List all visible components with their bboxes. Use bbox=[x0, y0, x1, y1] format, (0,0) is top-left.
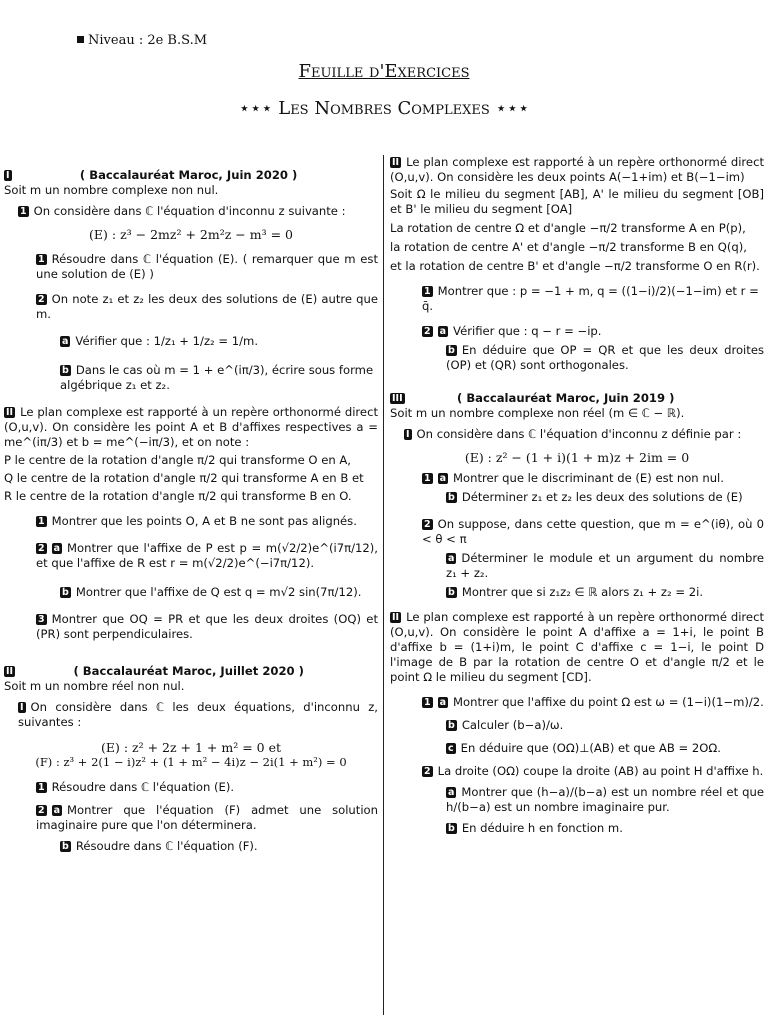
question: 1 Résoudre dans ℂ l'équation (E). ( remarquer que m est une solution de (E) ) bbox=[36, 252, 378, 281]
sub-question: b Montrer que l'affixe de Q est q = m√2 sin(7π/12). bbox=[62, 585, 362, 599]
question: 1 a Montrer que l'affixe du point Ω est ω = (1−i)(1−m)/2. bbox=[424, 695, 764, 709]
exercise-1-header bbox=[4, 168, 378, 183]
equation-E: (E) : z² − (1 + i)(1 + m)z + 2im = 0 bbox=[464, 450, 690, 465]
question: 2 On suppose, dans cette question, que m = e^(iθ), où 0 < θ < π bbox=[422, 517, 764, 546]
exercise-badge: II bbox=[6, 666, 14, 677]
exercise-intro: Soit m un nombre réel non nul. bbox=[4, 679, 185, 693]
sub-question: a Vérifier que : 1/z₁ + 1/z₂ = 1/m. bbox=[62, 334, 259, 348]
question: 2 a Montrer que l'affixe de P est p = m(√2/2)e^(i7π/12), et que l'affixe de R est r = m(√2/2)e^(−i7π/12). bbox=[36, 541, 378, 570]
question: 2 La droite (OΩ) coupe la droite (AB) au point H d'affixe h. bbox=[424, 764, 764, 778]
part-II-statement: II Le plan complexe est rapporté à un repère orthonormé direct (O,u,v). On considère les deux points A(−1+im) et B(−1−im) bbox=[390, 155, 764, 184]
exercise-intro: Soit m un nombre complexe non réel (m ∈ ℂ − ℝ). bbox=[390, 406, 685, 420]
part-heading: I On considère dans ℂ l'équation d'inconnu z définie par : bbox=[406, 427, 742, 441]
exercise-2-header bbox=[4, 664, 378, 679]
statement-line: R le centre de la rotation d'angle π/2 qui transforme B en O. bbox=[4, 489, 352, 503]
question: 2 a Montrer que l'équation (F) admet une solution imaginaire pure que l'on déterminera. bbox=[36, 803, 378, 832]
question: 1 Montrer que : p = −1 + m, q = ((1−i)/2)(−1−im) et r = q̄. bbox=[422, 284, 759, 313]
question: 1 Montrer que les points O, A et B ne sont pas alignés. bbox=[38, 514, 357, 528]
left-column bbox=[4, 155, 378, 854]
sub-question: a Montrer que (h−a)/(b−a) est un nombre réel et que h/(b−a) est un nombre imaginaire pur. bbox=[446, 785, 764, 814]
equation-E: (E) : z² + 2z + 1 + m² = 0 et bbox=[100, 740, 282, 755]
statement-line: La rotation de centre Ω et d'angle −π/2 transforme A en P(p), bbox=[390, 221, 746, 235]
exercise-source: ( Baccalauréat Maroc, Juin 2019 ) bbox=[456, 391, 675, 405]
exercise-badge: III bbox=[392, 393, 403, 404]
sub-question: b Résoudre dans ℂ l'équation (F). bbox=[62, 839, 258, 853]
statement-line: la rotation de centre A' et d'angle −π/2 transforme B en Q(q), bbox=[390, 240, 747, 254]
exercise-intro: Soit m un nombre complexe non nul. bbox=[4, 183, 219, 197]
statement-line: P le centre de la rotation d'angle π/2 qui transforme O en A, bbox=[4, 453, 351, 467]
sub-question: b Dans le cas où m = 1 + e^(iπ/3), écrire sous forme algébrique z₁ et z₂. bbox=[60, 363, 374, 392]
level-label: Niveau : 2e B.S.M bbox=[77, 33, 207, 48]
question: 2 On note z₁ et z₂ les deux des solutions de (E) autre que m. bbox=[36, 292, 378, 321]
statement-line: et la rotation de centre B' et d'angle −π/2 transforme O en R(r). bbox=[390, 259, 760, 273]
exercise-3-header bbox=[390, 391, 764, 406]
question: 2 a Vérifier que : q − r = −ip. bbox=[424, 324, 602, 338]
page-title: Feuille d'Exercices bbox=[298, 61, 470, 82]
question: 3 Montrer que OQ = PR et que les deux droites (OQ) et (PR) sont perpendiculaires. bbox=[36, 612, 378, 641]
statement-line: Soit Ω le milieu du segment [AB], A' le milieu du segment [OB] et B' le milieu du segment [OA] bbox=[390, 187, 764, 216]
sub-question: b Déterminer z₁ et z₂ les deux des solutions de (E) bbox=[448, 490, 743, 504]
page-subtitle: ⋆⋆⋆ Les Nombres Complexes ⋆⋆⋆ bbox=[238, 98, 530, 119]
question: 1 a Montrer que le discriminant de (E) est non nul. bbox=[424, 471, 724, 485]
sub-question: b En déduire h en fonction m. bbox=[448, 821, 623, 835]
sub-question: c En déduire que (OΩ)⊥(AB) et que AB = 2OΩ. bbox=[448, 741, 721, 755]
equation-E: (E) : z³ − 2mz² + 2m²z − m³ = 0 bbox=[89, 227, 293, 242]
bullet-square-icon bbox=[77, 36, 84, 43]
question: 1 Résoudre dans ℂ l'équation (E). bbox=[38, 780, 235, 794]
column-divider bbox=[383, 155, 384, 1015]
statement-line: Q le centre de la rotation d'angle π/2 qui transforme A en B et bbox=[4, 471, 364, 485]
part-heading: I On considère dans ℂ les deux équations, d'inconnu z, suivantes : bbox=[18, 700, 378, 729]
sub-question: b En déduire que OP = QR et que les deux droites (OP) et (QR) sont orthogonales. bbox=[446, 343, 764, 372]
part-II-statement: II Le plan complexe est rapporté à un repère orthonormé direct (O,u,v). On considère les point A et B d'affixes respectives a = me^(iπ/3) et b = me^(−iπ/3), et on note : bbox=[4, 405, 378, 449]
sub-question: b Montrer que si z₁z₂ ∈ ℝ alors z₁ + z₂ = 2i. bbox=[448, 585, 704, 599]
part-heading: 1 On considère dans ℂ l'équation d'inconnu z suivante : bbox=[20, 204, 346, 218]
exercise-source: ( Baccalauréat Maroc, Juin 2020 ) bbox=[79, 168, 298, 182]
sub-question: a Déterminer le module et un argument du nombre z₁ + z₂. bbox=[446, 551, 764, 580]
exercise-badge: I bbox=[6, 170, 10, 181]
sub-question: b Calculer (b−a)/ω. bbox=[448, 718, 564, 732]
exercise-source: ( Baccalauréat Maroc, Juillet 2020 ) bbox=[73, 664, 304, 678]
equation-F: (F) : z³ + 2(1 − i)z² + (1 + m² − 4i)z − 2i(1 + m²) = 0 bbox=[35, 755, 347, 769]
part-II-statement: II Le plan complexe est rapporté à un repère orthonormé direct (O,u,v). On considère le point A d'affixe a = 1+i, le point B d'affixe b = (1+i)m, le point C d'affixe c = 1−i, le point D l'image de B par la rotation de centre O et d'angle π/2 et le point Ω le milieu du segment [CD]. bbox=[390, 610, 764, 684]
right-column bbox=[390, 155, 764, 836]
